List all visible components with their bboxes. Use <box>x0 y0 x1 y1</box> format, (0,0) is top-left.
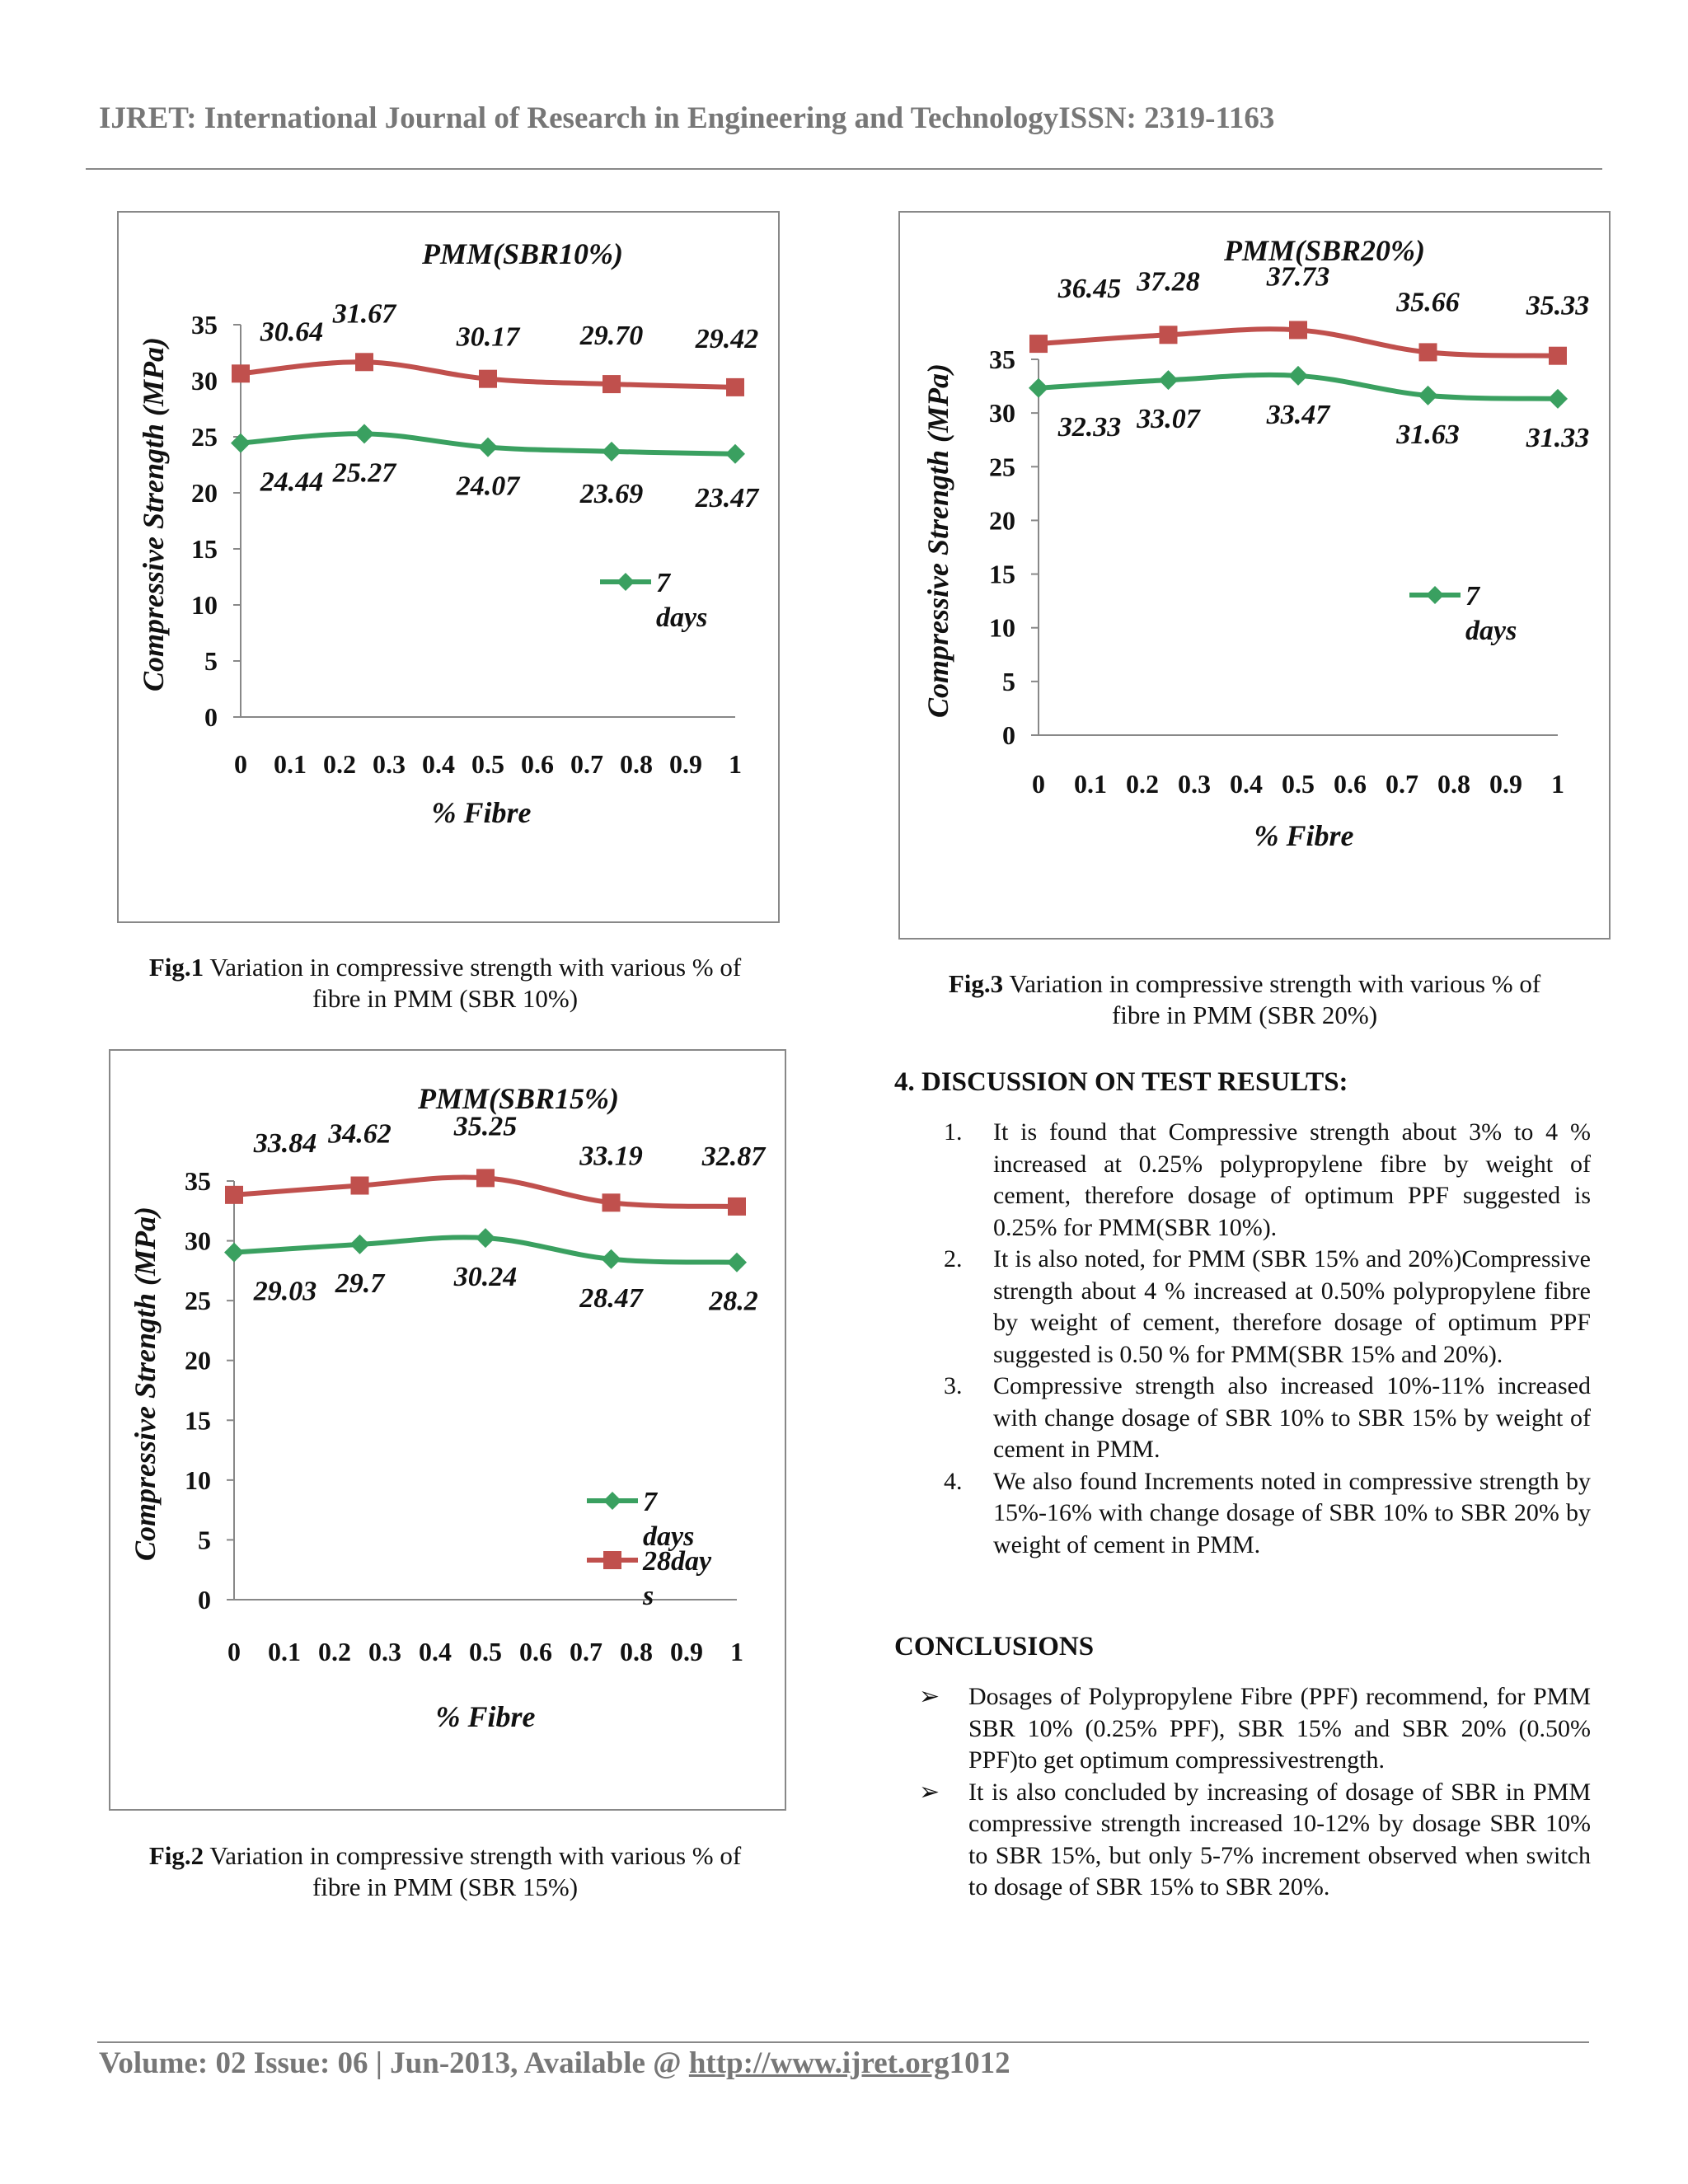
item-text: We also found Increments noted in compressive strength by 15%-16% with change dosage of SBR 10% to SBR 20% by weight of cement in PMM. <box>993 1467 1591 1558</box>
data-label: 33.47 <box>1266 399 1330 430</box>
fig2-caption-line1: Variation in compressive strength with various % of <box>209 1841 742 1870</box>
journal-header: IJRET: International Journal of Research in Engineering and TechnologyISSN: 2319-1163 <box>99 101 1275 135</box>
legend-label: 7 <box>643 1487 657 1517</box>
fig3-caption <box>898 968 1591 1031</box>
x-tick-label: 0.8 <box>1437 769 1470 799</box>
y-tick-label: 20 <box>185 1345 211 1376</box>
data-point-marker <box>476 1228 495 1248</box>
data-point-marker <box>728 1197 746 1216</box>
y-tick-label: 10 <box>185 1465 211 1495</box>
y-tick-label: 30 <box>989 398 1015 429</box>
data-label: 34.62 <box>328 1118 392 1150</box>
data-point-marker <box>1159 370 1179 390</box>
data-label: 23.69 <box>579 478 644 509</box>
y-tick-label: 20 <box>989 505 1015 536</box>
data-point-marker <box>726 378 744 396</box>
x-tick-label: 0.1 <box>268 1637 301 1666</box>
x-tick-label: 0.3 <box>1178 769 1211 799</box>
fig2-label: Fig.2 <box>148 1841 204 1870</box>
data-label: 32.33 <box>1057 411 1122 443</box>
fig3-label: Fig.3 <box>948 969 1004 998</box>
data-point-marker <box>224 1243 244 1263</box>
x-tick-label: 0.3 <box>373 749 406 779</box>
conclusions-list <box>919 1681 1591 1904</box>
data-label: 29.7 <box>335 1268 385 1299</box>
footer-rule <box>97 2041 1589 2043</box>
data-label: 35.25 <box>453 1111 518 1142</box>
x-tick-label: 0.4 <box>1230 769 1263 799</box>
data-point-marker <box>225 1186 243 1204</box>
item-text: It is also concluded by increasing of dosage of SBR in PMM compressive strength increased 10-12% by dosage SBR 10% to SBR 15%, but only 5-7% increment observed when switch to dosage of SBR 15% to SBR 20%. <box>968 1778 1591 1900</box>
legend-marker <box>617 573 635 591</box>
data-point-marker <box>351 1177 369 1195</box>
y-tick-label: 10 <box>191 590 218 620</box>
y-tick-label: 5 <box>198 1525 211 1555</box>
x-tick-label: 0.9 <box>669 749 702 779</box>
data-point-marker <box>354 424 374 443</box>
legend-label: 7 <box>1465 581 1479 612</box>
fig2-caption-line2: fibre in PMM (SBR 15%) <box>312 1872 579 1901</box>
legend-marker <box>603 1492 621 1510</box>
x-tick-label: 0.8 <box>620 1637 653 1666</box>
y-tick-label: 15 <box>989 559 1015 589</box>
data-label: 35.33 <box>1526 290 1590 321</box>
fig3-caption-line2: fibre in PMM (SBR 20%) <box>1111 1001 1378 1029</box>
x-tick-label: 1 <box>729 749 742 779</box>
chart-svg <box>119 213 778 921</box>
data-label: 30.64 <box>260 316 324 348</box>
y-tick-label: 0 <box>204 702 218 732</box>
legend-label: days <box>643 1521 695 1552</box>
x-tick-label: 0 <box>234 749 247 779</box>
y-tick-label: 5 <box>1002 666 1015 696</box>
data-label: 29.03 <box>253 1276 317 1307</box>
x-tick-label: 0.5 <box>471 749 504 779</box>
y-tick-label: 15 <box>185 1405 211 1436</box>
data-label: 31.63 <box>1396 419 1460 450</box>
data-point-marker <box>1418 386 1438 405</box>
legend-label: 7 <box>656 568 670 598</box>
data-point-marker <box>232 364 250 382</box>
chart-title: PMM(SBR15%) <box>417 1082 620 1115</box>
x-tick-label: 0.6 <box>519 1637 552 1666</box>
y-tick-label: 25 <box>185 1286 211 1316</box>
data-label: 30.17 <box>456 321 520 353</box>
x-tick-label: 0.6 <box>521 749 554 779</box>
x-tick-label: 0.2 <box>1126 769 1159 799</box>
chart-sbr10 <box>117 211 780 923</box>
arrow-bullet-icon: ➢ <box>919 1683 940 1710</box>
item-number: 1. <box>944 1118 963 1146</box>
x-tick-label: 0.1 <box>1074 769 1107 799</box>
y-axis-label: Compressive Strength (MPa) <box>137 336 170 692</box>
legend-marker <box>1426 586 1444 604</box>
x-tick-label: 0.4 <box>422 749 455 779</box>
data-point-marker <box>355 353 373 371</box>
legend-marker <box>603 1551 621 1569</box>
chart-sbr20 <box>898 211 1611 940</box>
footer-prefix: Volume: 02 Issue: 06 | Jun-2013, Available @ <box>99 2046 689 2080</box>
x-tick-label: 0.9 <box>1489 769 1522 799</box>
x-tick-label: 0.3 <box>368 1637 401 1666</box>
item-text: Compressive strength also increased 10%-11% increased with change dosage of SBR 10% to SBR 15% by weight of cement in PMM. <box>993 1372 1591 1463</box>
data-label: 36.45 <box>1057 274 1122 305</box>
data-point-marker <box>727 1253 747 1272</box>
arrow-bullet-icon: ➢ <box>919 1778 940 1806</box>
y-tick-label: 30 <box>185 1226 211 1256</box>
list-item <box>919 1681 1591 1777</box>
data-point-marker <box>603 375 621 393</box>
data-label: 28.2 <box>709 1286 758 1317</box>
x-axis-label: % Fibre <box>431 796 532 829</box>
list-item <box>894 1371 1591 1466</box>
data-point-marker <box>478 438 498 457</box>
data-point-marker <box>603 1193 621 1212</box>
data-point-marker <box>476 1169 495 1187</box>
fig3-caption-line1: Variation in compressive strength with various % of <box>1009 969 1541 998</box>
x-tick-label: 1 <box>730 1637 743 1666</box>
data-point-marker <box>1419 343 1437 361</box>
fig1-caption-line2: fibre in PMM (SBR 10%) <box>312 984 579 1013</box>
item-text: Dosages of Polypropylene Fibre (PPF) recommend, for PMM SBR 10% (0.25% PPF), SBR 15% and SBR 20% (0.50% PPF)to get optimum compressivestrength. <box>968 1683 1591 1774</box>
y-tick-label: 35 <box>989 344 1015 374</box>
data-label: 33.84 <box>253 1127 317 1159</box>
fig2-caption <box>99 1840 791 1903</box>
data-label: 31.33 <box>1526 422 1590 453</box>
chart-svg <box>900 213 1609 938</box>
y-tick-label: 0 <box>1002 720 1015 750</box>
chart-title: PMM(SBR10%) <box>421 237 624 270</box>
journal-link[interactable]: http://www.ijret.org <box>688 2046 950 2080</box>
legend-label: 28day <box>643 1546 712 1577</box>
data-label: 33.07 <box>1137 404 1200 435</box>
y-tick-label: 0 <box>198 1585 211 1615</box>
x-tick-label: 0.1 <box>274 749 307 779</box>
legend-label: s <box>643 1581 654 1611</box>
y-axis-label: Compressive Strength (MPa) <box>921 363 954 719</box>
x-tick-label: 0.2 <box>323 749 356 779</box>
x-tick-label: 0.6 <box>1334 769 1367 799</box>
y-axis-label: Compressive Strength (MPa) <box>129 1206 162 1562</box>
fig1-caption <box>99 952 791 1015</box>
journal-footer <box>99 2046 1010 2081</box>
header-rule <box>86 168 1602 170</box>
x-tick-label: 0.5 <box>469 1637 502 1666</box>
list-item <box>894 1117 1591 1244</box>
x-tick-label: 0.7 <box>570 749 603 779</box>
page-number: 1012 <box>949 2046 1010 2080</box>
data-point-marker <box>1029 335 1048 353</box>
data-label: 30.24 <box>453 1262 518 1293</box>
x-tick-label: 0.7 <box>1386 769 1418 799</box>
data-label: 24.44 <box>260 466 324 498</box>
data-label: 37.28 <box>1137 266 1200 298</box>
conclusions-heading: CONCLUSIONS <box>894 1632 1095 1661</box>
legend-label: days <box>656 602 708 633</box>
x-tick-label: 0.4 <box>419 1637 452 1666</box>
data-label: 32.87 <box>701 1141 766 1172</box>
data-point-marker <box>602 1249 621 1269</box>
y-tick-label: 30 <box>191 366 218 396</box>
item-number: 3. <box>944 1372 963 1399</box>
x-axis-label: % Fibre <box>435 1700 536 1733</box>
discussion-list <box>894 1117 1591 1561</box>
list-item <box>894 1466 1591 1562</box>
data-point-marker <box>1029 378 1048 398</box>
chart-sbr15 <box>109 1049 786 1811</box>
x-tick-label: 0.2 <box>318 1637 351 1666</box>
data-label: 28.47 <box>579 1282 643 1314</box>
data-label: 33.19 <box>579 1141 643 1172</box>
list-item <box>919 1777 1591 1904</box>
data-label: 25.27 <box>332 457 396 489</box>
x-axis-label: % Fibre <box>1254 819 1354 852</box>
y-tick-label: 35 <box>185 1166 211 1196</box>
y-tick-label: 10 <box>989 612 1015 643</box>
y-tick-label: 5 <box>204 646 218 676</box>
legend-label: days <box>1465 616 1517 646</box>
data-point-marker <box>1289 321 1307 339</box>
data-label: 24.07 <box>456 471 520 502</box>
x-tick-label: 0.9 <box>670 1637 703 1666</box>
x-tick-label: 0.8 <box>620 749 653 779</box>
x-tick-label: 0.5 <box>1282 769 1315 799</box>
x-tick-label: 0.7 <box>570 1637 603 1666</box>
y-tick-label: 25 <box>191 422 218 452</box>
y-tick-label: 20 <box>191 478 218 508</box>
data-point-marker <box>725 444 745 464</box>
chart-title: PMM(SBR20%) <box>1223 234 1426 267</box>
item-number: 4. <box>944 1467 963 1495</box>
x-tick-label: 1 <box>1551 769 1564 799</box>
data-point-marker <box>1548 389 1568 409</box>
data-point-marker <box>350 1235 370 1254</box>
data-label: 31.67 <box>332 298 396 330</box>
data-point-marker <box>1288 366 1308 386</box>
data-label: 37.73 <box>1266 261 1330 293</box>
item-text: It is found that Compressive strength about 3% to 4 % increased at 0.25% polypropylene fibre by weight of cement, therefore dosage of optimum PPF suggested is 0.25% for PMM(SBR 10%). <box>993 1118 1591 1241</box>
y-tick-label: 25 <box>989 452 1015 482</box>
data-label: 23.47 <box>695 482 759 513</box>
fig1-caption-line1: Variation in compressive strength with various % of <box>209 953 742 982</box>
data-point-marker <box>1160 326 1178 344</box>
data-label: 35.66 <box>1396 287 1460 318</box>
data-label: 29.70 <box>579 321 644 352</box>
data-point-marker <box>602 442 621 462</box>
x-tick-label: 0 <box>227 1637 241 1666</box>
list-item <box>894 1244 1591 1371</box>
fig1-label: Fig.1 <box>148 953 204 982</box>
chart-svg <box>110 1051 785 1809</box>
item-number: 2. <box>944 1245 963 1272</box>
data-point-marker <box>1549 347 1567 365</box>
x-tick-label: 0 <box>1032 769 1045 799</box>
y-tick-label: 35 <box>191 310 218 340</box>
data-label: 29.42 <box>695 323 759 354</box>
item-text: It is also noted, for PMM (SBR 15% and 20%)Compressive strength about 4 % increased at 0.50% polypropylene fibre by weight of cement, therefore dosage of optimum PPF suggested is 0.50 % for PMM(SBR 15% and 20%). <box>993 1245 1591 1368</box>
y-tick-label: 15 <box>191 534 218 564</box>
discussion-heading: 4. DISCUSSION ON TEST RESULTS: <box>894 1067 1348 1097</box>
data-point-marker <box>479 370 497 388</box>
